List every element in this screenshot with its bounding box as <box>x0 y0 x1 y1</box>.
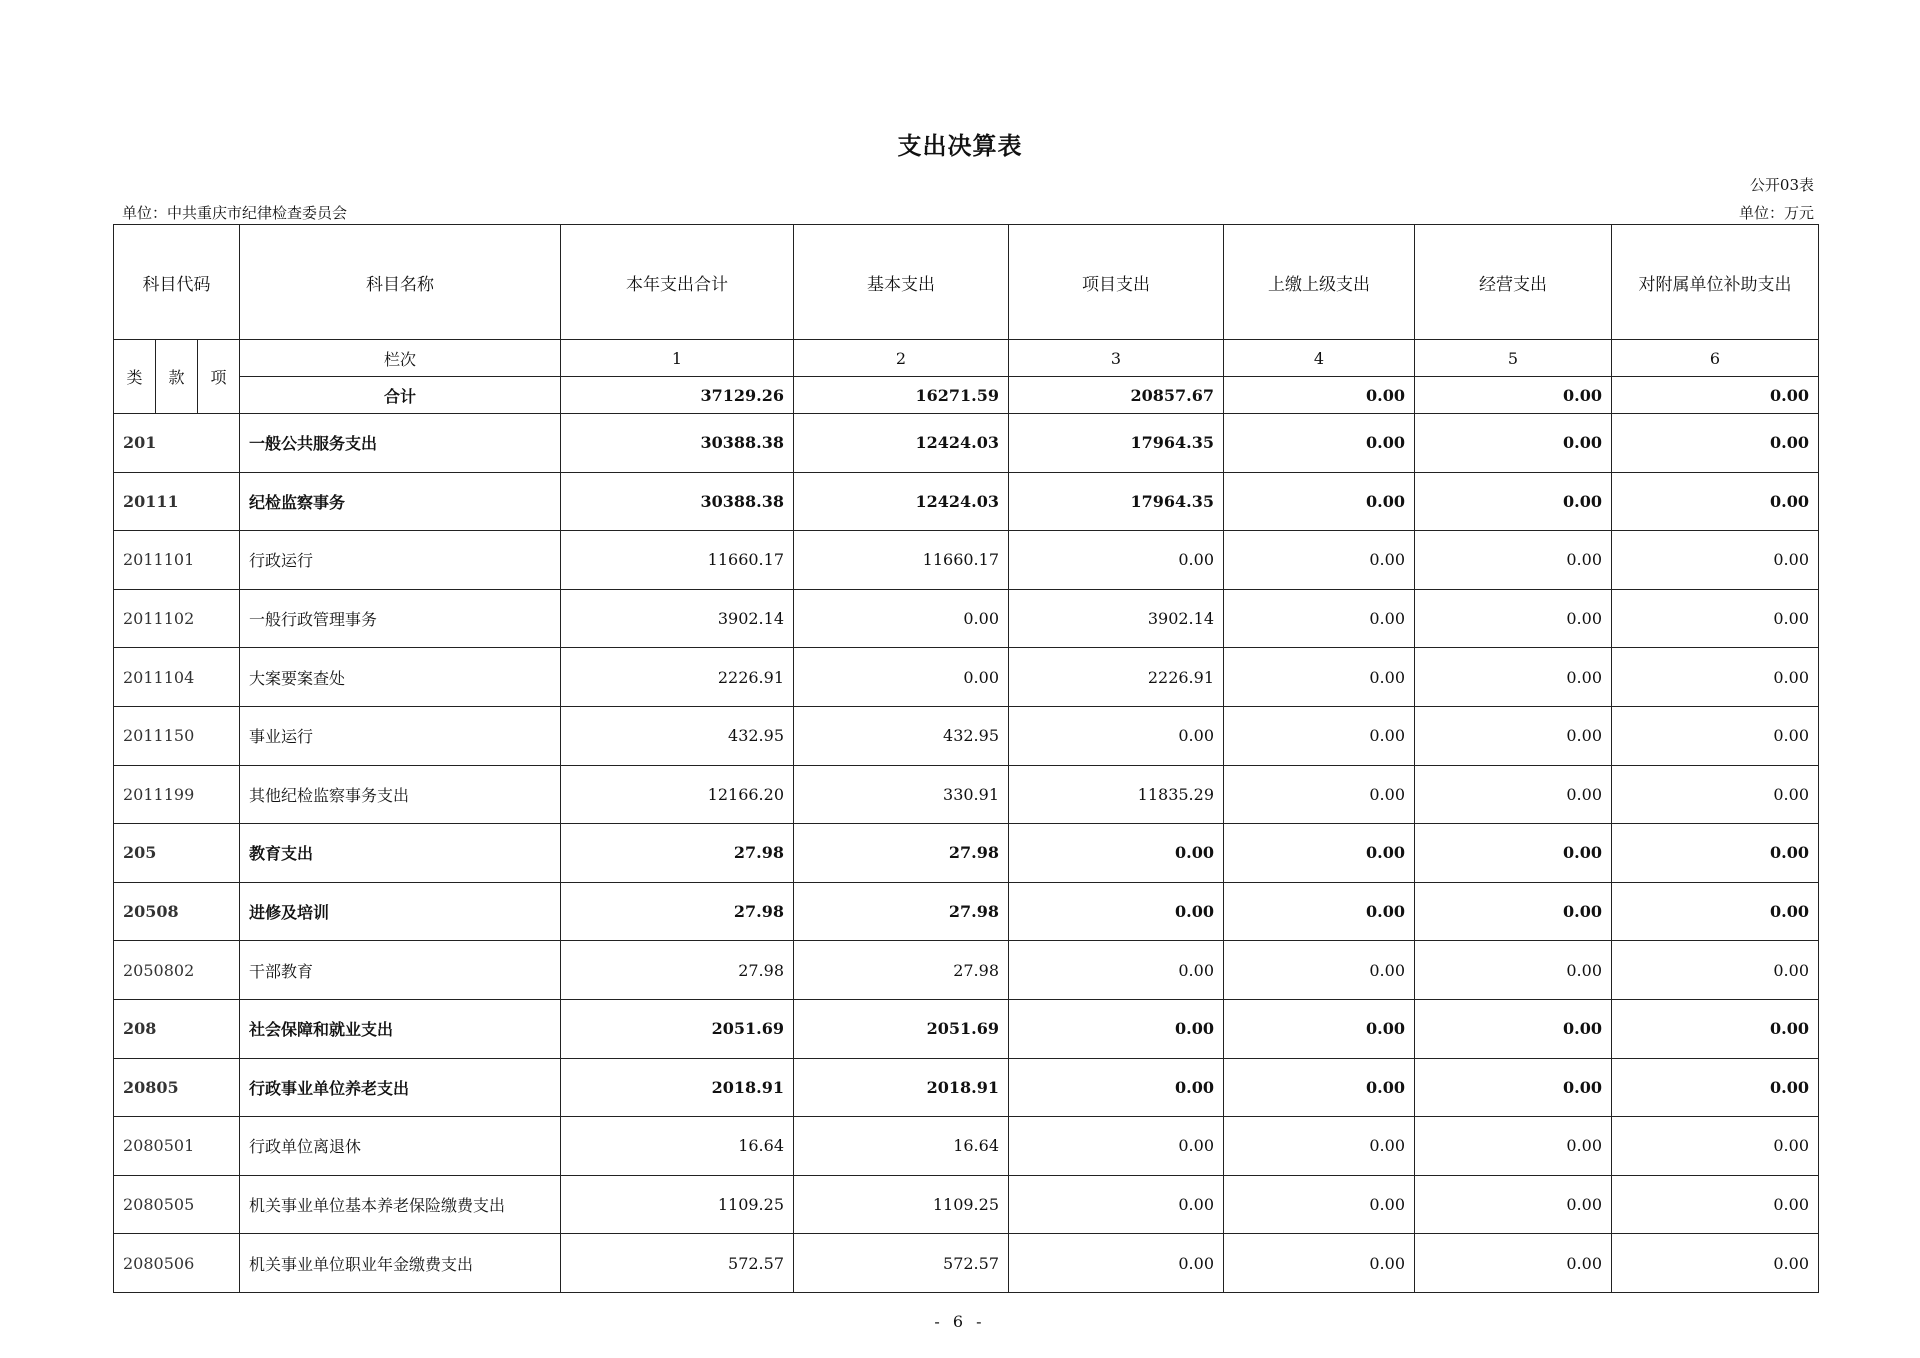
amount-cell: 0.00 <box>1224 1234 1415 1293</box>
amount-cell: 11660.17 <box>794 531 1009 590</box>
amount-cell: 572.57 <box>561 1234 794 1293</box>
amount-cell: 330.91 <box>794 765 1009 824</box>
subject-code: 205 <box>114 824 240 883</box>
amount-cell: 0.00 <box>1612 824 1819 883</box>
total-value: 37129.26 <box>561 377 794 414</box>
form-number: 公开03表 <box>1749 176 1814 194</box>
header-project: 项目支出 <box>1009 225 1224 340</box>
table-row <box>114 706 1819 765</box>
amount-cell: 0.00 <box>1415 589 1612 648</box>
subject-name: 进修及培训 <box>240 882 561 941</box>
total-value: 0.00 <box>1612 377 1819 414</box>
header-code: 科目代码 <box>114 225 240 340</box>
amount-cell: 0.00 <box>1612 414 1819 473</box>
amount-cell: 0.00 <box>1009 882 1224 941</box>
amount-cell: 0.00 <box>794 589 1009 648</box>
subject-name: 行政运行 <box>240 531 561 590</box>
header-upper: 上缴上级支出 <box>1224 225 1415 340</box>
amount-cell: 0.00 <box>1415 1175 1612 1234</box>
amount-cell: 0.00 <box>1612 1234 1819 1293</box>
subject-name: 其他纪检监察事务支出 <box>240 765 561 824</box>
amount-cell: 0.00 <box>794 648 1009 707</box>
table-row <box>114 882 1819 941</box>
amount-cell: 0.00 <box>1612 765 1819 824</box>
amount-cell: 0.00 <box>1612 882 1819 941</box>
amount-cell: 16.64 <box>794 1117 1009 1176</box>
table-row <box>114 765 1819 824</box>
sub-header-xiang: 项 <box>198 340 240 414</box>
amount-cell: 3902.14 <box>1009 589 1224 648</box>
amount-cell: 432.95 <box>561 706 794 765</box>
subject-name: 一般行政管理事务 <box>240 589 561 648</box>
amount-cell: 0.00 <box>1009 824 1224 883</box>
table-row <box>114 1058 1819 1117</box>
amount-cell: 0.00 <box>1224 1058 1415 1117</box>
total-row <box>114 377 1819 414</box>
subject-code: 2011150 <box>114 706 240 765</box>
subject-name: 机关事业单位基本养老保险缴费支出 <box>240 1175 561 1234</box>
subject-name: 行政事业单位养老支出 <box>240 1058 561 1117</box>
subject-code: 2011102 <box>114 589 240 648</box>
subject-name: 大案要案查处 <box>240 648 561 707</box>
amount-cell: 0.00 <box>1224 1117 1415 1176</box>
amount-cell: 0.00 <box>1415 648 1612 707</box>
amount-cell: 27.98 <box>794 941 1009 1000</box>
amount-cell: 17964.35 <box>1009 472 1224 531</box>
subject-code: 2011199 <box>114 765 240 824</box>
amount-cell: 11835.29 <box>1009 765 1224 824</box>
amount-cell: 0.00 <box>1415 882 1612 941</box>
subject-code: 2080506 <box>114 1234 240 1293</box>
total-value: 16271.59 <box>794 377 1009 414</box>
subject-code: 2050802 <box>114 941 240 1000</box>
amount-cell: 0.00 <box>1224 941 1415 1000</box>
amount-cell: 0.00 <box>1224 824 1415 883</box>
amount-cell: 0.00 <box>1009 999 1224 1058</box>
amount-cell: 0.00 <box>1224 1175 1415 1234</box>
amount-cell: 1109.25 <box>561 1175 794 1234</box>
amount-cell: 0.00 <box>1415 824 1612 883</box>
sub-header-lei: 类 <box>114 340 156 414</box>
amount-cell: 0.00 <box>1612 531 1819 590</box>
amount-cell: 0.00 <box>1415 765 1612 824</box>
table-row <box>114 472 1819 531</box>
amount-cell: 0.00 <box>1009 1234 1224 1293</box>
amount-cell: 0.00 <box>1009 531 1224 590</box>
amount-cell: 0.00 <box>1415 941 1612 1000</box>
amount-cell: 0.00 <box>1415 414 1612 473</box>
table-row <box>114 414 1819 473</box>
table-row <box>114 1175 1819 1234</box>
subject-name: 教育支出 <box>240 824 561 883</box>
amount-cell: 0.00 <box>1224 765 1415 824</box>
expenditure-table <box>113 224 1819 1293</box>
amount-cell: 0.00 <box>1224 589 1415 648</box>
subject-code: 201 <box>114 414 240 473</box>
amount-cell: 0.00 <box>1612 472 1819 531</box>
amount-cell: 0.00 <box>1415 472 1612 531</box>
amount-cell: 0.00 <box>1009 1175 1224 1234</box>
column-index: 1 <box>561 340 794 377</box>
table-row <box>114 1234 1819 1293</box>
table-row <box>114 941 1819 1000</box>
amount-cell: 0.00 <box>1612 1058 1819 1117</box>
amount-cell: 2051.69 <box>561 999 794 1058</box>
amount-cell: 27.98 <box>794 882 1009 941</box>
amount-cell: 0.00 <box>1224 999 1415 1058</box>
amount-cell: 30388.38 <box>561 472 794 531</box>
amount-cell: 0.00 <box>1612 941 1819 1000</box>
subject-name: 干部教育 <box>240 941 561 1000</box>
amount-cell: 0.00 <box>1009 1058 1224 1117</box>
amount-cell: 0.00 <box>1009 941 1224 1000</box>
header-name: 科目名称 <box>240 225 561 340</box>
reporting-unit: 单位：中共重庆市纪律检查委员会 <box>122 204 348 222</box>
sub-header-kuan: 款 <box>156 340 198 414</box>
amount-cell: 0.00 <box>1224 531 1415 590</box>
amount-cell: 0.00 <box>1612 648 1819 707</box>
amount-cell: 1109.25 <box>794 1175 1009 1234</box>
amount-cell: 0.00 <box>1415 1117 1612 1176</box>
total-value: 20857.67 <box>1009 377 1224 414</box>
column-index: 6 <box>1612 340 1819 377</box>
subject-code: 20508 <box>114 882 240 941</box>
amount-cell: 0.00 <box>1612 1117 1819 1176</box>
amount-cell: 2226.91 <box>1009 648 1224 707</box>
amount-cell: 0.00 <box>1224 648 1415 707</box>
header-row <box>114 225 1819 340</box>
amount-cell: 0.00 <box>1415 999 1612 1058</box>
column-index: 4 <box>1224 340 1415 377</box>
amount-cell: 2018.91 <box>794 1058 1009 1117</box>
amount-cell: 0.00 <box>1009 1117 1224 1176</box>
table-row <box>114 824 1819 883</box>
currency-unit: 单位：万元 <box>1738 204 1814 222</box>
total-label: 合计 <box>240 377 561 414</box>
amount-cell: 0.00 <box>1224 414 1415 473</box>
amount-cell: 0.00 <box>1415 1234 1612 1293</box>
table-row <box>114 999 1819 1058</box>
total-value: 0.00 <box>1224 377 1415 414</box>
amount-cell: 432.95 <box>794 706 1009 765</box>
amount-cell: 0.00 <box>1612 706 1819 765</box>
amount-cell: 0.00 <box>1224 706 1415 765</box>
amount-cell: 17964.35 <box>1009 414 1224 473</box>
amount-cell: 12424.03 <box>794 472 1009 531</box>
amount-cell: 27.98 <box>561 941 794 1000</box>
column-index: 2 <box>794 340 1009 377</box>
amount-cell: 0.00 <box>1612 589 1819 648</box>
amount-cell: 16.64 <box>561 1117 794 1176</box>
subject-code: 20111 <box>114 472 240 531</box>
amount-cell: 0.00 <box>1224 472 1415 531</box>
subject-name: 行政单位离退休 <box>240 1117 561 1176</box>
subject-code: 2080505 <box>114 1175 240 1234</box>
amount-cell: 572.57 <box>794 1234 1009 1293</box>
page-title: 支出决算表 <box>897 131 1023 160</box>
subject-name: 事业运行 <box>240 706 561 765</box>
page-number: - 6 - <box>934 1312 986 1331</box>
amount-cell: 0.00 <box>1224 882 1415 941</box>
lanci-label: 栏次 <box>240 340 561 377</box>
subject-name: 一般公共服务支出 <box>240 414 561 473</box>
subject-name: 社会保障和就业支出 <box>240 999 561 1058</box>
subject-code: 2011101 <box>114 531 240 590</box>
table-row <box>114 648 1819 707</box>
amount-cell: 2226.91 <box>561 648 794 707</box>
amount-cell: 0.00 <box>1612 999 1819 1058</box>
amount-cell: 11660.17 <box>561 531 794 590</box>
total-value: 0.00 <box>1415 377 1612 414</box>
amount-cell: 0.00 <box>1415 1058 1612 1117</box>
amount-cell: 27.98 <box>561 882 794 941</box>
amount-cell: 0.00 <box>1612 1175 1819 1234</box>
column-index-row <box>114 340 1819 377</box>
table-row <box>114 531 1819 590</box>
amount-cell: 0.00 <box>1009 706 1224 765</box>
table-row <box>114 1117 1819 1176</box>
amount-cell: 27.98 <box>561 824 794 883</box>
header-basic: 基本支出 <box>794 225 1009 340</box>
amount-cell: 12166.20 <box>561 765 794 824</box>
subject-code: 20805 <box>114 1058 240 1117</box>
column-index: 5 <box>1415 340 1612 377</box>
subject-name: 纪检监察事务 <box>240 472 561 531</box>
subject-code: 208 <box>114 999 240 1058</box>
header-subsidy: 对附属单位补助支出 <box>1612 225 1819 340</box>
amount-cell: 2051.69 <box>794 999 1009 1058</box>
amount-cell: 27.98 <box>794 824 1009 883</box>
amount-cell: 2018.91 <box>561 1058 794 1117</box>
amount-cell: 3902.14 <box>561 589 794 648</box>
column-index: 3 <box>1009 340 1224 377</box>
subject-code: 2080501 <box>114 1117 240 1176</box>
amount-cell: 0.00 <box>1415 531 1612 590</box>
amount-cell: 12424.03 <box>794 414 1009 473</box>
table-row <box>114 589 1819 648</box>
amount-cell: 0.00 <box>1415 706 1612 765</box>
header-business: 经营支出 <box>1415 225 1612 340</box>
header-total: 本年支出合计 <box>561 225 794 340</box>
subject-name: 机关事业单位职业年金缴费支出 <box>240 1234 561 1293</box>
amount-cell: 30388.38 <box>561 414 794 473</box>
subject-code: 2011104 <box>114 648 240 707</box>
